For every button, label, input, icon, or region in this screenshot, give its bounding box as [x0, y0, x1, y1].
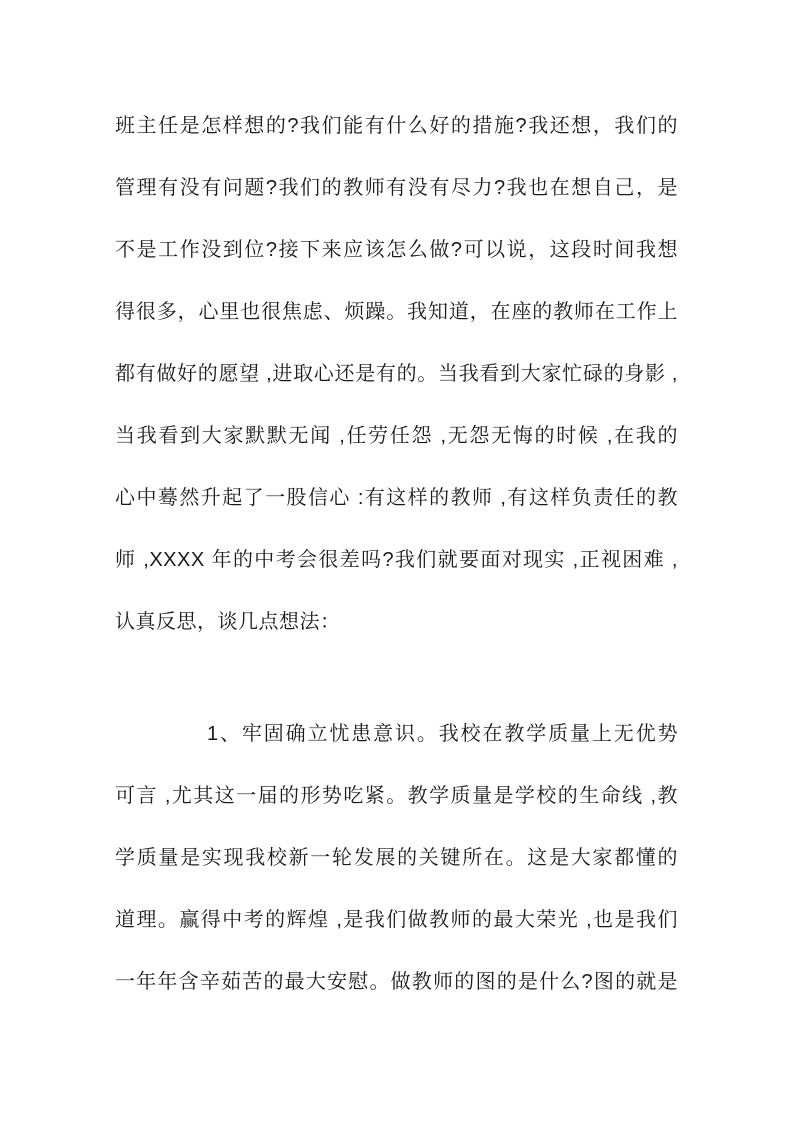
text-line: 得很多，心里也很焦虑、烦躁。我知道，在座的教师在工作上 — [115, 301, 678, 323]
text-line: 班主任是怎样想的?我们能有什么好的措施?我还想，我们的 — [115, 115, 678, 137]
text-line: 一年年含辛茹苦的最大安慰。做教师的图的是什么?图的就是 — [115, 971, 678, 993]
text-line: 可言 ,尤其这一届的形势吃紧。教学质量是学校的生命线 ,教 — [115, 785, 678, 807]
text-line: 认真反思，谈几点想法： — [115, 611, 341, 633]
text-line: 学质量是实现我校新一轮发展的关键所在。这是大家都懂的 — [115, 847, 678, 869]
text-line: 道理。赢得中考的辉煌 ,是我们做教师的最大荣光 ,也是我们 — [115, 909, 678, 931]
text-line: 管理有没有问题?我们的教师有没有尽力?我也在想自己，是 — [115, 177, 678, 199]
text-line: 1、牢固确立忧患意识。我校在教学质量上无优势 — [207, 723, 678, 745]
text-line: 师 ,XXXX 年的中考会很差吗?我们就要面对现实 ,正视困难 , — [115, 549, 678, 571]
paragraph-2 — [115, 703, 678, 1013]
document-text-block — [115, 95, 678, 1013]
text-line: 当我看到大家默默无闻 ,任劳任怨 ,无怨无悔的时候 ,在我的 — [115, 425, 678, 447]
paragraph-1 — [115, 95, 678, 653]
text-line: 不是工作没到位?接下来应该怎么做?可以说，这段时间我想 — [115, 239, 678, 261]
text-line: 都有做好的愿望 ,进取心还是有的。当我看到大家忙碌的身影 , — [115, 363, 678, 385]
text-line: 心中蓦然升起了一股信心 :有这样的教师 ,有这样负责任的教 — [115, 487, 678, 509]
